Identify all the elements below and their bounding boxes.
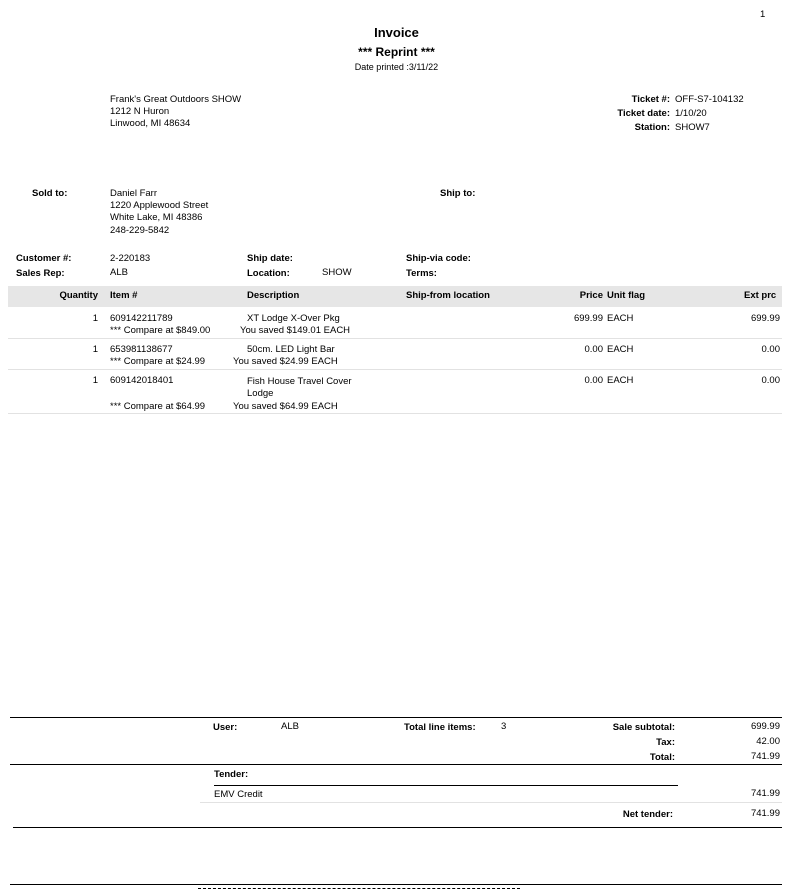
- col-ext-price: Ext prc: [744, 290, 777, 301]
- line-compare: *** Compare at $64.99: [110, 401, 206, 412]
- line-saved: You saved $149.01 EACH: [240, 325, 351, 336]
- line-unit: EACH: [607, 313, 634, 324]
- tender-label: Tender:: [214, 769, 249, 780]
- tender-rule: [214, 785, 678, 786]
- line-ext: 0.00: [761, 344, 780, 355]
- footer-top-rule: [10, 717, 782, 718]
- line-qty: 1: [92, 313, 98, 324]
- tender-type: EMV Credit: [214, 789, 263, 800]
- tax-label: Tax:: [656, 737, 675, 748]
- line-unit: EACH: [607, 375, 634, 386]
- line-qty: 1: [92, 344, 98, 355]
- total-items-label: Total line items:: [404, 722, 476, 733]
- line-description: XT Lodge X-Over Pkg: [247, 313, 340, 324]
- terms-label: Terms:: [406, 268, 437, 279]
- line-ext: 699.99: [750, 313, 780, 324]
- line-description: 50cm. LED Light Bar: [247, 344, 335, 355]
- col-item: Item #: [110, 290, 138, 301]
- footer-bottom-rule: [13, 827, 782, 828]
- sold-to-label: Sold to:: [32, 188, 68, 199]
- ship-date-label: Ship date:: [247, 253, 293, 264]
- line-ext: 0.00: [761, 375, 780, 386]
- col-ship-from: Ship-from location: [406, 290, 490, 301]
- date-printed: Date printed :3/11/22: [354, 62, 439, 72]
- subtotal-label: Sale subtotal:: [612, 722, 675, 733]
- page-bottom-rule: [10, 884, 782, 885]
- location: SHOW: [322, 267, 352, 278]
- col-price: Price: [579, 290, 603, 301]
- row-divider: [8, 413, 782, 414]
- line-description-cont: Lodge: [247, 388, 274, 399]
- line-description: Fish House Travel Cover: [247, 376, 352, 387]
- user: ALB: [281, 721, 299, 732]
- total-label: Total:: [649, 752, 675, 763]
- line-unit: EACH: [607, 344, 634, 355]
- sales-rep-label: Sales Rep:: [16, 268, 65, 279]
- line-compare: *** Compare at $849.00: [110, 325, 211, 336]
- line-item: 609142211789: [110, 313, 173, 324]
- total-items: 3: [501, 721, 507, 732]
- line-item: 653981138677: [110, 344, 173, 355]
- ticket-date: 1/10/20: [675, 108, 707, 119]
- line-saved: You saved $24.99 EACH: [233, 356, 338, 367]
- line-price: 0.00: [584, 375, 603, 386]
- customer-name: Daniel Farr: [110, 188, 157, 199]
- store-address2: Linwood, MI 48634: [110, 118, 191, 129]
- store-address1: 1212 N Huron: [110, 106, 170, 117]
- footer-mid-rule: [10, 764, 782, 765]
- tender-amount: 741.99: [750, 788, 780, 799]
- ticket-date-label: Ticket date:: [617, 108, 670, 119]
- invoice-title: Invoice: [374, 25, 419, 40]
- ship-via-label: Ship-via code:: [406, 253, 471, 264]
- col-description: Description: [247, 290, 300, 301]
- store-name: Frank's Great Outdoors SHOW: [110, 94, 242, 105]
- row-divider: [8, 369, 782, 370]
- line-qty: 1: [92, 375, 98, 386]
- tax: 42.00: [756, 736, 780, 747]
- line-compare: *** Compare at $24.99: [110, 356, 206, 367]
- sales-rep: ALB: [110, 267, 128, 278]
- customer-address2: White Lake, MI 48386: [110, 212, 203, 223]
- line-price: 0.00: [584, 344, 603, 355]
- total: 741.99: [750, 751, 780, 762]
- page-number: 1: [760, 9, 766, 20]
- location-label: Location:: [247, 268, 290, 279]
- user-label: User:: [213, 722, 238, 733]
- row-divider: [8, 338, 782, 339]
- station: SHOW7: [675, 122, 710, 133]
- customer-number-label: Customer #:: [16, 253, 72, 264]
- net-tender: 741.99: [750, 808, 780, 819]
- ticket-number-label: Ticket #:: [631, 94, 670, 105]
- line-item: 609142018401: [110, 375, 174, 386]
- line-saved: You saved $64.99 EACH: [233, 401, 338, 412]
- dashed-rule: [198, 888, 520, 889]
- col-quantity: Quantity: [59, 290, 98, 301]
- subtotal: 699.99: [750, 721, 780, 732]
- customer-number: 2-220183: [110, 253, 151, 264]
- tender-divider: [200, 802, 782, 803]
- ticket-number: OFF-S7-104132: [675, 94, 744, 105]
- customer-phone: 248-229-5842: [110, 225, 170, 236]
- reprint-banner: *** Reprint ***: [358, 45, 435, 59]
- col-unit-flag: Unit flag: [607, 290, 645, 301]
- line-price: 699.99: [573, 313, 603, 324]
- ship-to-label: Ship to:: [440, 188, 476, 199]
- customer-address1: 1220 Applewood Street: [110, 200, 209, 211]
- net-tender-label: Net tender:: [622, 809, 673, 820]
- station-label: Station:: [634, 122, 670, 133]
